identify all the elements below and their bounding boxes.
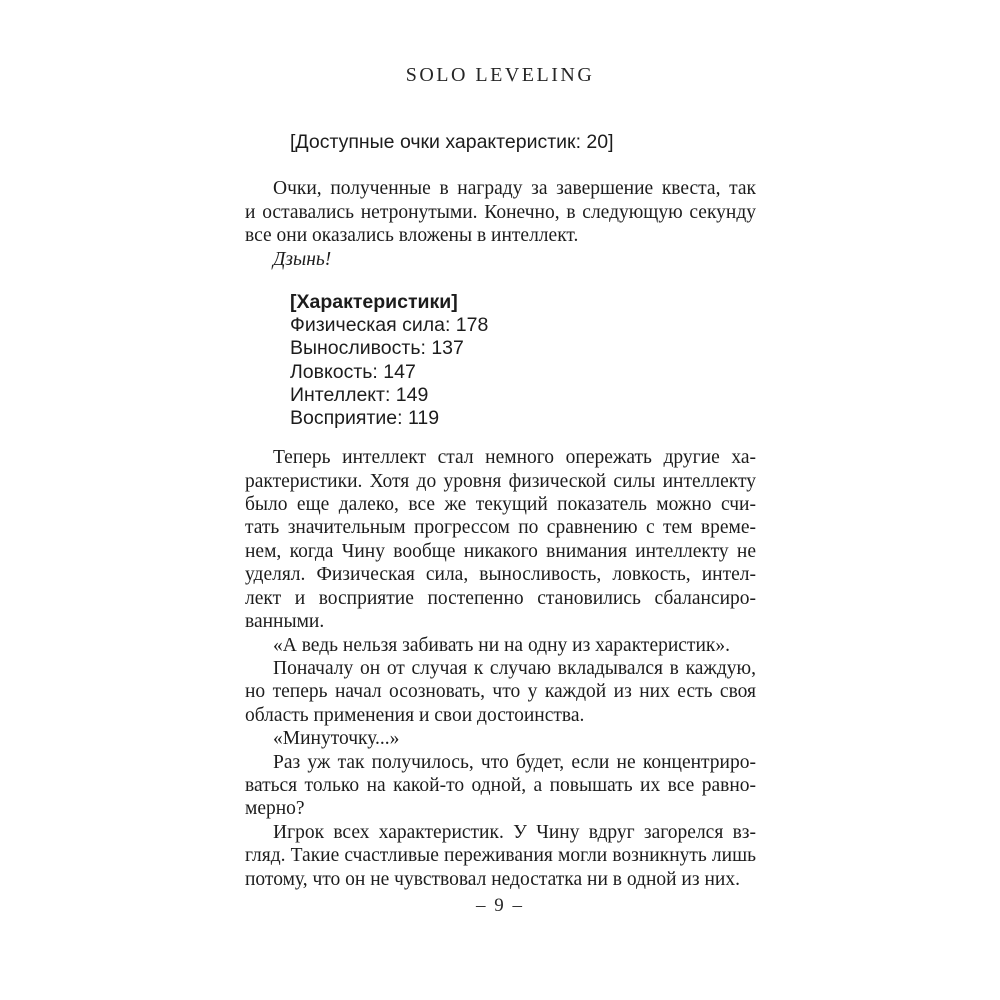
running-header-title: SOLO LEVELING (405, 64, 595, 86)
text-line: ванными. (245, 611, 325, 633)
sound-effect-line: Дзынь! (273, 248, 332, 270)
text-line: потому, что он не чувствовал недостатка ни в одной из них. (245, 868, 740, 890)
paragraph (245, 177, 756, 247)
paragraph (245, 727, 756, 750)
stats-window (290, 291, 756, 430)
page-text-content (245, 131, 756, 891)
stat-line: Выносливость: 137 (290, 337, 464, 360)
text-line: «Минуточку...» (273, 728, 400, 750)
paragraph (245, 657, 756, 727)
stats-window-header: [Характеристики] (290, 291, 458, 314)
text-line: нем, когда Чину вообще никакого внимания интеллекту не (245, 540, 756, 562)
text-line: Теперь интеллект стал немного опережать другие ха- (273, 447, 756, 469)
page-number: – 9 – (476, 895, 524, 916)
text-line: «А ведь нельзя забивать ни на одну из характеристик». (273, 634, 730, 656)
text-line: ваться только на какой-то одной, а повышать их все равно- (245, 774, 756, 796)
text-line: гляд. Такие счастливые переживания могли возникнуть лишь (245, 845, 756, 867)
text-line: Раз уж так получилось, что будет, если не концентриро- (273, 751, 756, 773)
stat-line: Интеллект: 149 (290, 383, 429, 406)
text-line: лект и восприятие постепенно становились сбалансиро- (245, 587, 756, 609)
text-line: уделял. Физическая сила, выносливость, ловкость, интел- (245, 564, 756, 586)
paragraph (245, 634, 756, 657)
text-line: Игрок всех характеристик. У Чину вдруг загорелся вз- (273, 821, 756, 843)
paragraph (245, 821, 756, 891)
text-line: Поначалу он от случая к случаю вкладывался в каждую, (273, 657, 756, 679)
text-line: рактеристики. Хотя до уровня физической силы интеллекту (245, 470, 756, 492)
stat-line: Физическая сила: 178 (290, 314, 489, 337)
text-line: Очки, полученные в награду за завершение квеста, так (273, 178, 756, 200)
text-line: все они оказались вложены в интеллект. (245, 225, 579, 247)
text-line: было еще далеко, все же текущий показатель можно счи- (245, 494, 756, 516)
paragraph (245, 751, 756, 821)
system-window-line: [Доступные очки характеристик: 20] (290, 131, 614, 153)
text-line: тать значительным прогрессом по сравнению с тем време- (245, 517, 756, 539)
text-line: область применения и свои достоинства. (245, 704, 585, 726)
text-line: но теперь начал осозновать, что у каждой из них есть своя (245, 681, 756, 703)
text-line: и оставались нетронутыми. Конечно, в следующую секунду (245, 201, 756, 223)
stat-line: Ловкость: 147 (290, 360, 416, 383)
paragraph (245, 446, 756, 633)
stat-line: Восприятие: 119 (290, 407, 440, 430)
text-line: мерно? (245, 798, 305, 820)
